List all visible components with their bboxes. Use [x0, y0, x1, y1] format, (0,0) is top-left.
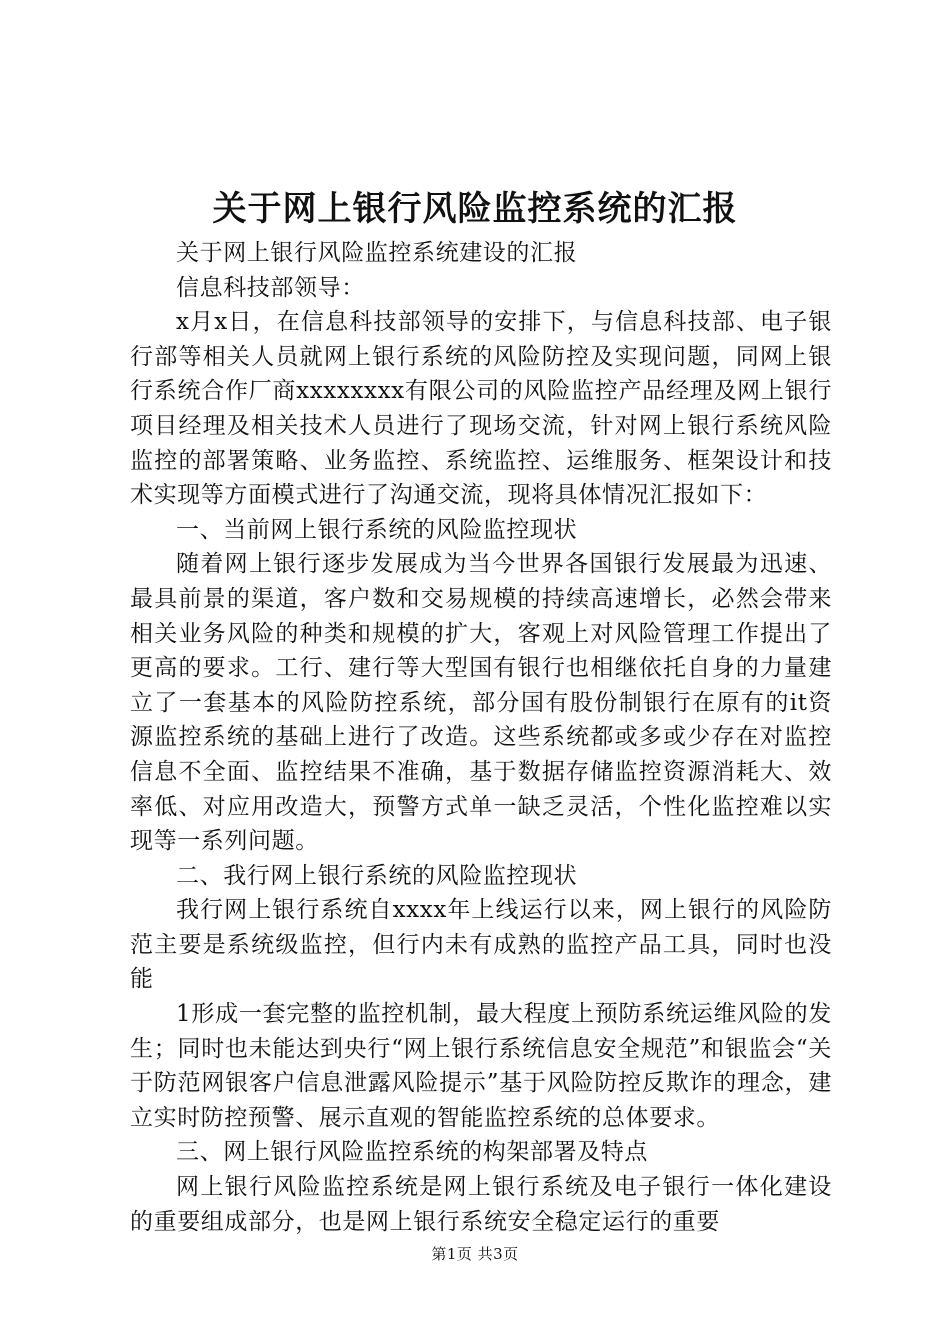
page-number-footer: 第1页 共3页: [431, 1245, 519, 1263]
section-3-paragraph: 网上银行风险监控系统是网上银行系统及电子银行一体化建设的重要组成部分，也是网上银行系统安全稳定运行的重要: [130, 1174, 832, 1235]
salutation-paragraph: 信息科技部领导：: [176, 274, 365, 301]
section-heading-3: 三、网上银行风险监控系统的构架部署及特点: [176, 1139, 648, 1166]
intro-paragraph: x月x日，在信息科技部领导的安排下，与信息科技部、电子银行部等相关人员就网上银行系统的风险防控及实现问题，同网上银行系统合作厂商xxxxxxxx有限公司的风险监控产品经理及网上银行项目经理及相关技术人员进行了现场交流，针对网上银行系统风险监控的部署策略、业务监控、系统监控、运维服务、框架设计和技术实现等方面模式进行了沟通交流，现将具体情况汇报如下：: [130, 309, 832, 509]
section-heading-2: 二、我行网上银行系统的风险监控现状: [176, 862, 578, 889]
subtitle-paragraph: 关于网上银行风险监控系统建设的汇报: [176, 240, 578, 266]
document-body: [130, 236, 832, 1239]
document-title: 关于网上银行风险监控系统的汇报: [212, 189, 738, 229]
section-2-paragraph: 我行网上银行系统自xxxx年上线运行以来，网上银行的风险防范主要是系统级监控，但行内未有成熟的监控产品工具，同时也没能: [130, 897, 832, 993]
section-2-paragraph-continued: 1形成一套完整的监控机制，最大程度上预防系统运维风险的发生；同时也未能达到央行“网上银行系统信息安全规范”和银监会“关于防范网银客户信息泄露风险提示”基于风险防控反欺诈的理念，建立实时防控预警、展示直观的智能监控系统的总体要求。: [130, 1001, 832, 1131]
section-1-paragraph: 随着网上银行逐步发展成为当今世界各国银行发展最为迅速、最具前景的渠道，客户数和交易规模的持续高速增长，必然会带来相关业务风险的种类和规模的扩大，客观上对风险管理工作提出了更高的要求。工行、建行等大型国有银行也相继依托自身的力量建立了一套基本的风险防控系统，部分国有股份制银行在原有的it资源监控系统的基础上进行了改造。这些系统都或多或少存在对监控信息不全面、监控结果不准确，基于数据存储监控资源消耗大、效率低、对应用改造大，预警方式单一缺乏灵活，个性化监控难以实现等一系列问题。: [130, 551, 832, 855]
section-heading-1: 一、当前网上银行系统的风险监控现状: [176, 516, 578, 543]
